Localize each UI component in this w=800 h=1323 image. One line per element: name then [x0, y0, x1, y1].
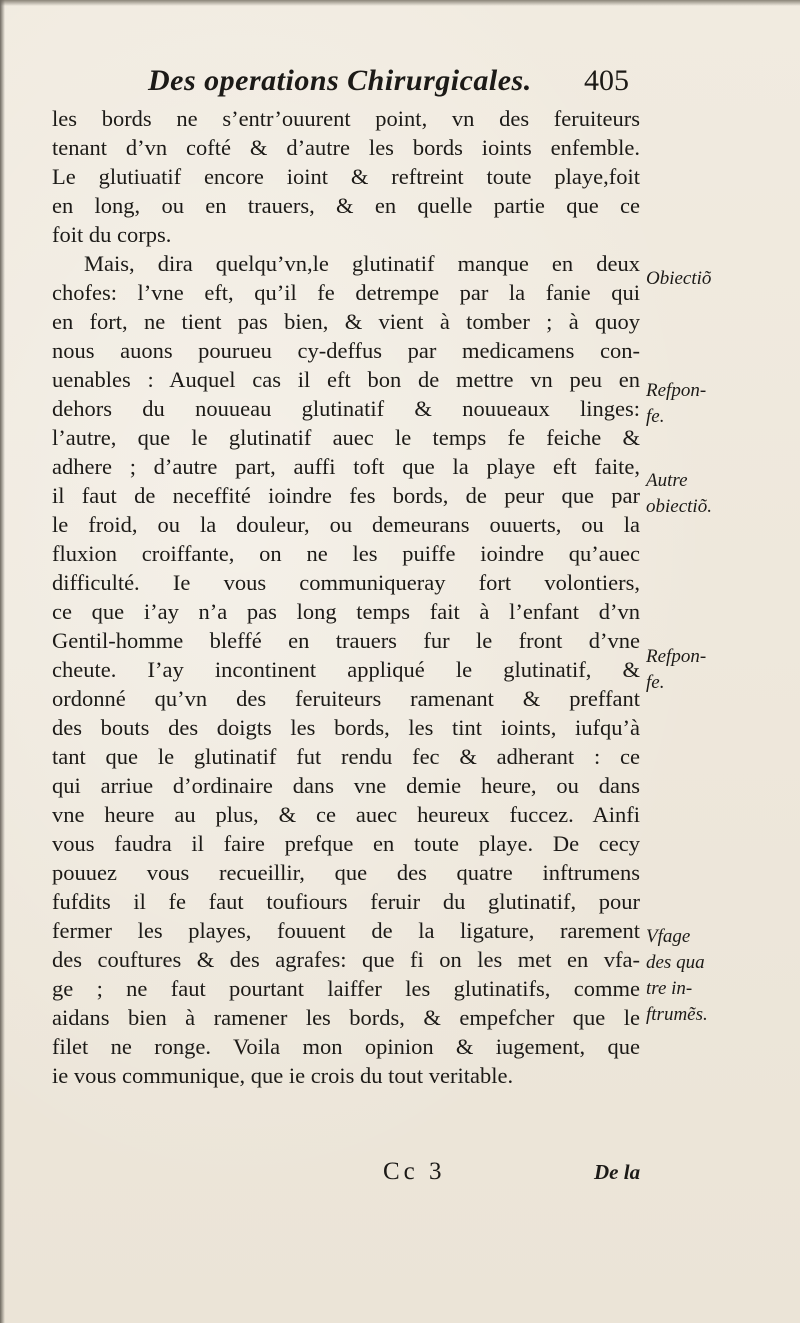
text-line: ordonné qu’vn des feruiteurs ramenant & preffant	[52, 686, 640, 711]
text-line: qui arriue d’ordinaire dans vne demie heure, ou dans	[52, 773, 640, 798]
text-line: Mais, dira quelqu’vn,le glutinatif manque en deux	[84, 251, 640, 276]
text-line: foit du corps.	[52, 222, 172, 247]
text-line: le froid, ou la douleur, ou demeurans ouuerts, ou la	[52, 512, 640, 537]
text-line: des couftures & des agrafes: que fi on les met en vfa-	[52, 947, 640, 972]
text-line: aidans bien à ramener les bords, & empefcher que le	[52, 1005, 640, 1030]
catchword: De la	[594, 1160, 641, 1184]
text-line: des bouts des doigts les bords, les tint ioints, iufqu’à	[52, 715, 640, 740]
margin-note-line: Obiectiõ	[646, 268, 712, 289]
margin-note-line: des qua	[646, 952, 705, 973]
margin-note-line: tre in-	[646, 978, 693, 999]
margin-note-line: Vfage	[646, 926, 691, 947]
text-line: tant que le glutinatif fut rendu fec & adherant : ce	[52, 744, 640, 769]
margin-note-response-second	[646, 644, 786, 696]
text-line: ie vous communique, que ie crois du tout veritable.	[52, 1063, 514, 1088]
margin-note-response	[646, 378, 786, 430]
page-footer	[0, 1158, 800, 1198]
text-line: adhere ; d’autre part, auffi toft que la playe eft faite,	[52, 454, 640, 479]
text-line: Le glutiuatif encore ioint & reftreint toute playe,foit	[52, 164, 640, 189]
text-line: en fort, ne tient pas bien, & vient à tomber ; à quoy	[52, 309, 640, 334]
text-line: l’autre, que le glutinatif auec le temps fe feiche &	[52, 425, 640, 450]
page-edge-shadow-top	[0, 0, 800, 6]
text-line: pouuez vous recueillir, que des quatre inftrumens	[52, 860, 640, 885]
text-line: filet ne ronge. Voila mon opinion & iugement, que	[52, 1034, 640, 1059]
text-line: dehors du nouueau glutinatif & nouueaux linges:	[52, 396, 640, 421]
text-line: uenables : Auquel cas il eft bon de mettre vn peu en	[52, 367, 640, 392]
margin-note-line: ftrumẽs.	[646, 1004, 708, 1025]
text-line: vne heure au plus, & ce auec heureux fuccez. Ainfi	[52, 802, 640, 827]
margin-note-usage	[646, 924, 786, 1028]
running-head	[0, 62, 800, 102]
margin-note-other-objection	[646, 468, 786, 520]
margin-note-line: obiectiõ.	[646, 496, 712, 517]
margin-note-line: fe.	[646, 406, 665, 427]
page-edge-shadow-left	[0, 0, 5, 1323]
signature-mark: Cc 3	[383, 1158, 446, 1185]
page-number: 405	[584, 64, 629, 97]
running-head-title: Des operations Chirurgicales.	[148, 64, 532, 97]
margin-note-objection	[646, 266, 786, 292]
text-line: cheute. I’ay incontinent appliqué le glutinatif, &	[52, 657, 640, 682]
text-line: Gentil-homme bleffé en trauers fur le front d’vne	[52, 628, 640, 653]
text-line: il faut de neceffité ioindre fes bords, de peur que par	[52, 483, 640, 508]
text-line: fermer les playes, fouuent de la ligature, rarement	[52, 918, 640, 943]
text-line: fluxion croiffante, on ne les puiffe ioindre qu’auec	[52, 541, 640, 566]
text-line: ge ; ne faut pourtant laiffer les glutinatifs, comme	[52, 976, 640, 1001]
margin-note-line: fe.	[646, 672, 665, 693]
margin-note-line: Refpon-	[646, 380, 707, 401]
margin-note-line: Autre	[646, 470, 688, 491]
text-line: fufdits il fe faut toufiours feruir du glutinatif, pour	[52, 889, 640, 914]
margin-note-line: Refpon-	[646, 646, 707, 667]
text-line: les bords ne s’entr’ouurent point, vn des feruiteurs	[52, 106, 640, 131]
text-line: difficulté. Ie vous communiqueray fort volontiers,	[52, 570, 640, 595]
text-line: nous auons pourueu cy-deffus par medicamens con-	[52, 338, 640, 363]
text-line: chofes: l’vne eft, qu’il fe detrempe par la fanie qui	[52, 280, 640, 305]
text-line: tenant d’vn cofté & d’autre les bords ioints enfemble.	[52, 135, 640, 160]
body-text	[52, 104, 640, 1090]
text-line: vous faudra il faire prefque en toute playe. De cecy	[52, 831, 640, 856]
text-line: en long, ou en trauers, & en quelle partie que ce	[52, 193, 640, 218]
text-line: ce que i’ay n’a pas long temps fait à l’enfant d’vn	[52, 599, 640, 624]
